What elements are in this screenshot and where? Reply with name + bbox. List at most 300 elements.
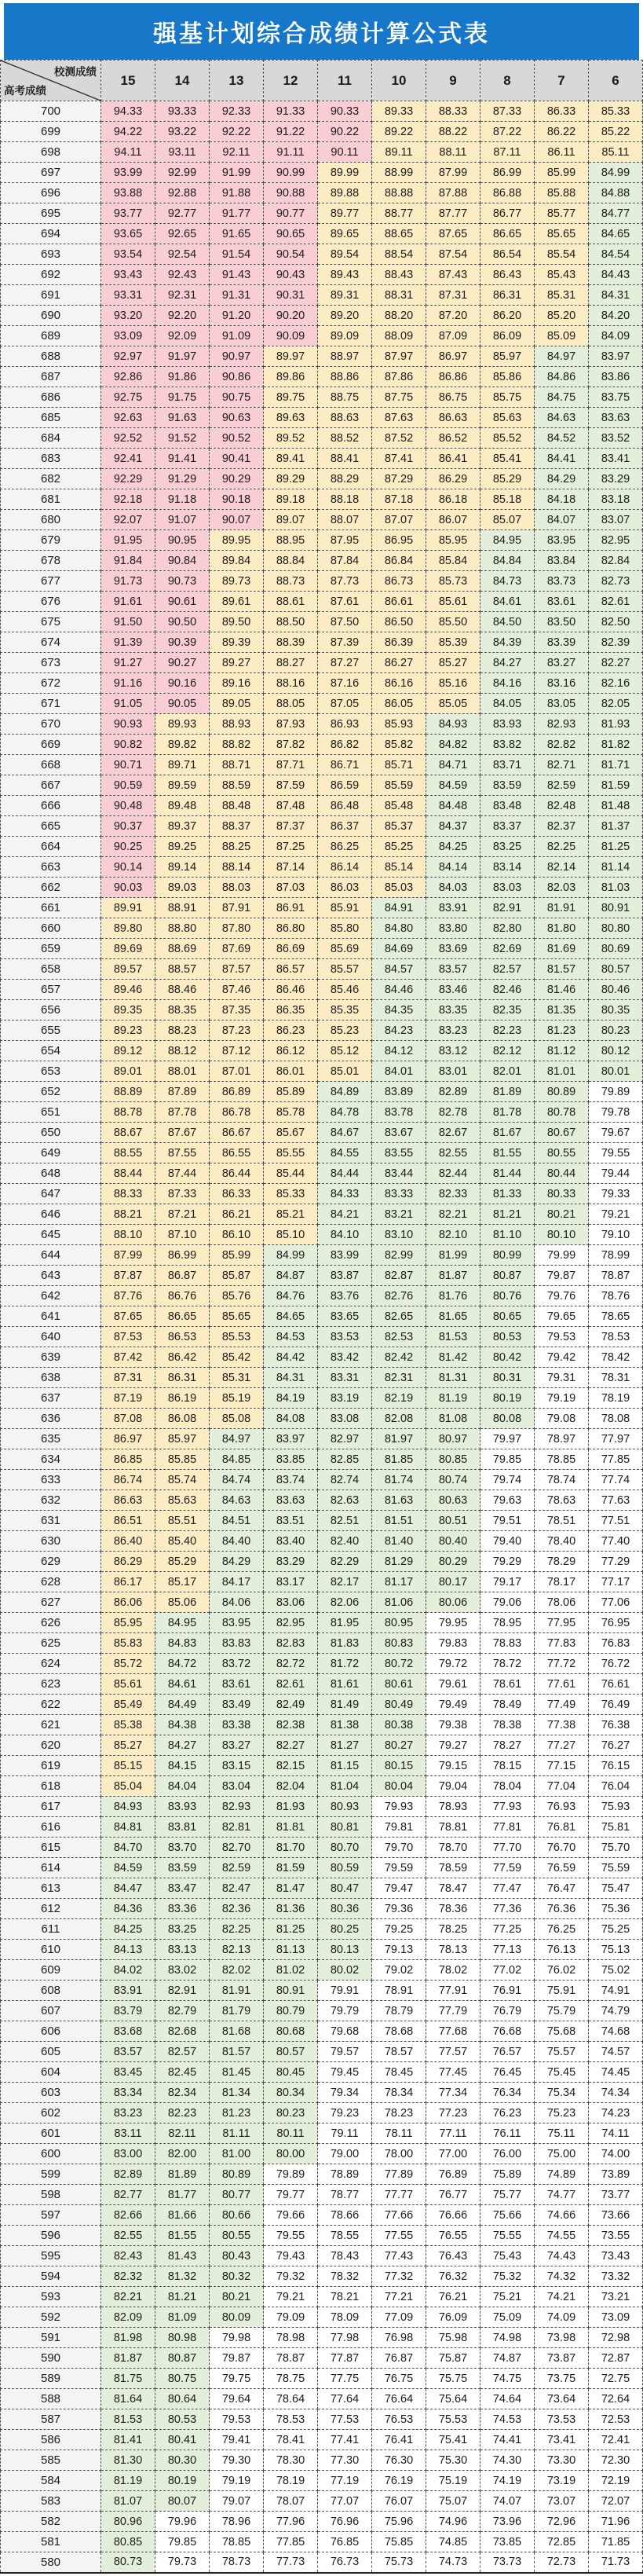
composite-score-cell: 88.78 — [101, 1102, 155, 1123]
composite-score-cell: 88.99 — [372, 163, 426, 183]
composite-score-cell: 89.86 — [264, 367, 318, 387]
composite-score-cell: 80.57 — [589, 959, 643, 980]
composite-score-cell: 75.21 — [480, 2287, 535, 2307]
composite-score-cell: 89.75 — [264, 387, 318, 408]
composite-score-cell: 77.85 — [264, 2532, 318, 2552]
composite-score-cell: 84.19 — [264, 1388, 318, 1409]
table-row — [1, 2103, 643, 2123]
composite-score-cell: 81.82 — [589, 735, 643, 755]
composite-score-cell: 77.89 — [372, 2164, 426, 2185]
composite-score-cell: 83.04 — [210, 1776, 264, 1797]
composite-score-cell: 75.32 — [480, 2266, 535, 2287]
composite-score-cell: 85.67 — [264, 1123, 318, 1143]
gaokao-score-cell: 680 — [1, 510, 101, 530]
composite-score-cell: 75.98 — [426, 2328, 480, 2348]
composite-score-cell: 88.59 — [210, 775, 264, 796]
composite-score-cell: 88.35 — [155, 1000, 210, 1021]
composite-score-cell: 80.42 — [480, 1347, 535, 1368]
composite-score-cell: 83.63 — [264, 1490, 318, 1511]
composite-score-cell: 80.29 — [426, 1552, 480, 1572]
composite-score-cell: 79.40 — [480, 1531, 535, 1552]
composite-score-cell: 82.87 — [372, 1266, 426, 1286]
composite-score-cell: 88.57 — [155, 959, 210, 980]
composite-score-cell: 83.61 — [210, 1674, 264, 1695]
gaokao-score-cell: 623 — [1, 1674, 101, 1695]
composite-score-cell: 80.57 — [264, 2042, 318, 2062]
table-row — [1, 1021, 643, 1041]
composite-score-cell: 88.97 — [318, 346, 372, 367]
table-body — [1, 101, 643, 2573]
composite-score-cell: 84.46 — [372, 980, 426, 1000]
composite-score-cell: 76.70 — [535, 1838, 589, 1858]
composite-score-cell: 76.72 — [589, 1654, 643, 1674]
composite-score-cell: 73.87 — [535, 2348, 589, 2369]
composite-score-cell: 84.07 — [535, 510, 589, 530]
table-row — [1, 1266, 643, 1286]
composite-score-cell: 77.72 — [535, 1654, 589, 1674]
composite-score-cell: 84.16 — [480, 673, 535, 694]
composite-score-cell: 92.52 — [101, 428, 155, 449]
composite-score-cell: 81.87 — [101, 2348, 155, 2369]
composite-score-cell: 88.25 — [210, 837, 264, 857]
composite-score-cell: 80.19 — [480, 1388, 535, 1409]
composite-score-cell: 86.76 — [155, 1286, 210, 1306]
column-header-6: 6 — [589, 60, 643, 101]
composite-score-cell: 83.13 — [155, 1940, 210, 1960]
composite-score-cell: 82.50 — [589, 612, 643, 632]
composite-score-cell: 83.23 — [426, 1021, 480, 1041]
gaokao-score-cell: 661 — [1, 898, 101, 918]
composite-score-cell: 90.54 — [264, 244, 318, 265]
table-row — [1, 1940, 643, 1960]
composite-score-cell: 76.66 — [426, 2205, 480, 2226]
corner-label-gaokao-score: 高考成绩 — [4, 85, 46, 97]
composite-score-cell: 83.50 — [535, 612, 589, 632]
composite-score-cell: 85.71 — [372, 755, 426, 775]
composite-score-cell: 73.32 — [589, 2266, 643, 2287]
composite-score-cell: 77.63 — [589, 1490, 643, 1511]
composite-score-cell: 74.89 — [535, 2164, 589, 2185]
composite-score-cell: 82.25 — [210, 1919, 264, 1940]
composite-score-cell: 76.41 — [372, 2430, 426, 2450]
composite-score-cell: 82.68 — [155, 2021, 210, 2042]
column-header-8: 8 — [480, 60, 535, 101]
composite-score-cell: 86.88 — [480, 183, 535, 203]
column-header-11: 11 — [318, 60, 372, 101]
composite-score-cell: 84.09 — [589, 326, 643, 346]
composite-score-cell: 88.41 — [318, 449, 372, 469]
gaokao-score-cell: 620 — [1, 1735, 101, 1756]
composite-score-cell: 78.57 — [372, 2042, 426, 2062]
composite-score-cell: 90.84 — [155, 551, 210, 571]
composite-score-cell: 78.06 — [535, 1592, 589, 1613]
composite-score-cell: 86.29 — [101, 1552, 155, 1572]
composite-score-cell: 86.27 — [372, 653, 426, 673]
composite-score-cell: 84.53 — [264, 1327, 318, 1347]
composite-score-cell: 90.99 — [264, 163, 318, 183]
composite-score-cell: 90.73 — [155, 571, 210, 592]
composite-score-cell: 91.75 — [155, 387, 210, 408]
composite-score-cell: 80.61 — [372, 1674, 426, 1695]
composite-score-cell: 83.67 — [372, 1123, 426, 1143]
composite-score-cell: 88.50 — [264, 612, 318, 632]
composite-score-cell: 92.18 — [101, 489, 155, 510]
table-row — [1, 653, 643, 673]
composite-score-cell: 87.73 — [318, 571, 372, 592]
table-row — [1, 1449, 643, 1470]
composite-score-cell: 82.91 — [480, 898, 535, 918]
composite-score-cell: 85.74 — [155, 1470, 210, 1490]
composite-score-cell: 91.05 — [101, 694, 155, 714]
composite-score-cell: 92.63 — [101, 408, 155, 428]
composite-score-cell: 87.07 — [372, 510, 426, 530]
composite-score-cell: 91.88 — [210, 183, 264, 203]
composite-score-cell: 77.55 — [372, 2226, 426, 2246]
composite-score-cell: 79.44 — [589, 1163, 643, 1184]
table-row — [1, 326, 643, 346]
composite-score-cell: 80.32 — [210, 2266, 264, 2287]
composite-score-cell: 77.74 — [589, 1470, 643, 1490]
table-row — [1, 510, 643, 530]
column-header-14: 14 — [155, 60, 210, 101]
composite-score-cell: 91.54 — [210, 244, 264, 265]
composite-score-cell: 91.22 — [264, 122, 318, 142]
composite-score-cell: 78.73 — [210, 2552, 264, 2573]
composite-score-cell: 77.75 — [318, 2369, 372, 2389]
composite-score-cell: 76.47 — [535, 1878, 589, 1899]
composite-score-cell: 80.49 — [372, 1695, 426, 1715]
composite-score-cell: 86.19 — [155, 1388, 210, 1409]
composite-score-cell: 82.11 — [155, 2123, 210, 2144]
composite-score-cell: 81.46 — [535, 980, 589, 1000]
composite-score-cell: 89.50 — [210, 612, 264, 632]
composite-score-cell: 76.07 — [372, 2491, 426, 2512]
gaokao-score-cell: 628 — [1, 1572, 101, 1592]
composite-score-cell: 84.44 — [318, 1163, 372, 1184]
composite-score-cell: 87.57 — [210, 959, 264, 980]
composite-score-cell: 87.76 — [101, 1286, 155, 1306]
composite-score-cell: 78.95 — [480, 1613, 535, 1633]
composite-score-cell: 80.69 — [589, 939, 643, 959]
composite-score-cell: 86.22 — [535, 122, 589, 142]
composite-score-cell: 73.53 — [535, 2409, 589, 2430]
composite-score-cell: 73.07 — [535, 2491, 589, 2512]
table-row — [1, 408, 643, 428]
gaokao-score-cell: 685 — [1, 408, 101, 428]
composite-score-cell: 91.61 — [101, 592, 155, 612]
table-row — [1, 1511, 643, 1531]
composite-score-cell: 79.53 — [210, 2409, 264, 2430]
composite-score-cell: 84.54 — [589, 244, 643, 265]
composite-score-cell: 84.73 — [480, 571, 535, 592]
composite-score-cell: 83.38 — [210, 1715, 264, 1735]
composite-score-cell: 89.61 — [210, 592, 264, 612]
composite-score-cell: 90.61 — [155, 592, 210, 612]
composite-score-cell: 83.87 — [318, 1266, 372, 1286]
composite-score-cell: 76.91 — [480, 1981, 535, 2001]
composite-score-cell: 90.75 — [210, 387, 264, 408]
composite-score-cell: 83.95 — [535, 530, 589, 551]
composite-score-cell: 82.79 — [155, 2001, 210, 2021]
gaokao-score-cell: 583 — [1, 2491, 101, 2512]
composite-score-cell: 72.19 — [589, 2471, 643, 2491]
composite-score-cell: 89.57 — [101, 959, 155, 980]
composite-score-cell: 76.75 — [372, 2369, 426, 2389]
composite-score-cell: 78.02 — [426, 1960, 480, 1981]
composite-score-cell: 86.08 — [155, 1409, 210, 1429]
composite-score-cell: 85.17 — [155, 1572, 210, 1592]
composite-score-cell: 81.69 — [535, 939, 589, 959]
table-row — [1, 306, 643, 326]
composite-score-cell: 84.63 — [210, 1490, 264, 1511]
composite-score-cell: 79.00 — [318, 2144, 372, 2164]
composite-score-cell: 76.23 — [480, 2103, 535, 2123]
composite-score-cell: 79.72 — [426, 1654, 480, 1674]
composite-score-cell: 81.07 — [101, 2491, 155, 2512]
composite-score-cell: 82.95 — [589, 530, 643, 551]
composite-score-cell: 92.86 — [101, 367, 155, 387]
composite-score-cell: 80.67 — [535, 1123, 589, 1143]
table-row — [1, 980, 643, 1000]
composite-score-cell: 85.86 — [480, 367, 535, 387]
composite-score-cell: 79.70 — [372, 1838, 426, 1858]
composite-score-cell: 80.34 — [264, 2083, 318, 2103]
composite-score-cell: 89.09 — [318, 326, 372, 346]
composite-score-cell: 89.82 — [155, 735, 210, 755]
composite-score-cell: 86.52 — [426, 428, 480, 449]
composite-score-cell: 83.06 — [264, 1592, 318, 1613]
composite-score-cell: 94.33 — [101, 101, 155, 122]
composite-score-cell: 83.16 — [535, 673, 589, 694]
composite-score-cell: 79.21 — [264, 2287, 318, 2307]
composite-score-cell: 81.59 — [589, 775, 643, 796]
composite-score-cell: 77.85 — [589, 1449, 643, 1470]
composite-score-cell: 92.54 — [155, 244, 210, 265]
composite-score-cell: 79.19 — [535, 1388, 589, 1409]
composite-score-cell: 83.03 — [480, 878, 535, 898]
composite-score-cell: 76.53 — [372, 2409, 426, 2430]
composite-score-cell: 88.14 — [210, 857, 264, 878]
composite-score-cell: 76.96 — [318, 2512, 372, 2532]
composite-score-cell: 83.31 — [318, 1368, 372, 1388]
table-row — [1, 1960, 643, 1981]
composite-score-cell: 90.82 — [101, 735, 155, 755]
composite-score-cell: 80.98 — [155, 2328, 210, 2348]
composite-score-cell: 76.11 — [480, 2123, 535, 2144]
composite-score-cell: 91.39 — [101, 632, 155, 653]
table-row — [1, 735, 643, 755]
composite-score-cell: 80.27 — [372, 1735, 426, 1756]
gaokao-score-cell: 630 — [1, 1531, 101, 1552]
composite-score-cell: 84.29 — [210, 1552, 264, 1572]
composite-score-cell: 74.77 — [535, 2185, 589, 2205]
composite-score-cell: 79.78 — [589, 1102, 643, 1123]
gaokao-score-cell: 696 — [1, 183, 101, 203]
composite-score-cell: 87.87 — [101, 1266, 155, 1286]
composite-score-cell: 80.66 — [210, 2205, 264, 2226]
corner-label-test-score: 校测成绩 — [54, 66, 97, 78]
composite-score-cell: 81.44 — [480, 1163, 535, 1184]
composite-score-cell: 78.11 — [372, 2123, 426, 2144]
composite-score-cell: 80.36 — [318, 1899, 372, 1919]
composite-score-cell: 82.74 — [318, 1470, 372, 1490]
composite-score-cell: 88.65 — [372, 224, 426, 244]
composite-score-cell: 80.85 — [101, 2532, 155, 2552]
composite-score-cell: 74.41 — [480, 2430, 535, 2450]
composite-score-cell: 83.51 — [264, 1511, 318, 1531]
table-row — [1, 183, 643, 203]
composite-score-cell: 81.83 — [318, 1633, 372, 1654]
gaokao-score-cell: 619 — [1, 1756, 101, 1776]
composite-score-cell: 84.49 — [155, 1695, 210, 1715]
composite-score-cell: 83.52 — [589, 428, 643, 449]
composite-score-cell: 85.20 — [535, 306, 589, 326]
gaokao-score-cell: 678 — [1, 551, 101, 571]
composite-score-cell: 87.95 — [318, 530, 372, 551]
composite-score-cell: 87.05 — [318, 694, 372, 714]
composite-score-cell: 81.89 — [480, 1082, 535, 1102]
composite-score-cell: 89.54 — [318, 244, 372, 265]
composite-score-cell: 80.45 — [264, 2062, 318, 2083]
composite-score-cell: 89.73 — [210, 571, 264, 592]
composite-score-cell: 83.02 — [155, 1960, 210, 1981]
composite-score-cell: 81.25 — [589, 837, 643, 857]
composite-score-cell: 90.48 — [101, 796, 155, 816]
composite-score-cell: 85.53 — [210, 1327, 264, 1347]
gaokao-score-cell: 590 — [1, 2348, 101, 2369]
table-row — [1, 1756, 643, 1776]
composite-score-cell: 79.42 — [535, 1347, 589, 1368]
composite-score-cell: 88.31 — [372, 285, 426, 306]
table-row — [1, 878, 643, 898]
composite-score-cell: 79.30 — [210, 2450, 264, 2471]
composite-score-cell: 75.93 — [589, 1797, 643, 1817]
composite-score-cell: 79.45 — [318, 2062, 372, 2083]
gaokao-score-cell: 644 — [1, 1245, 101, 1266]
composite-score-cell: 80.25 — [318, 1919, 372, 1940]
composite-score-cell: 76.09 — [426, 2307, 480, 2328]
composite-score-cell: 84.39 — [480, 632, 535, 653]
composite-score-cell: 73.21 — [589, 2287, 643, 2307]
composite-score-cell: 81.43 — [155, 2246, 210, 2266]
composite-score-cell: 89.22 — [372, 122, 426, 142]
composite-score-cell: 78.40 — [535, 1531, 589, 1552]
composite-score-cell: 78.97 — [535, 1429, 589, 1449]
composite-score-cell: 74.32 — [535, 2266, 589, 2287]
composite-score-cell: 80.21 — [210, 2287, 264, 2307]
composite-score-cell: 77.11 — [426, 2123, 480, 2144]
composite-score-cell: 78.07 — [264, 2491, 318, 2512]
composite-score-cell: 78.81 — [426, 1817, 480, 1838]
composite-score-cell: 81.19 — [101, 2471, 155, 2491]
composite-score-cell: 86.10 — [210, 1225, 264, 1245]
composite-score-cell: 85.38 — [101, 1715, 155, 1735]
composite-score-cell: 82.65 — [372, 1306, 426, 1327]
composite-score-cell: 91.43 — [210, 265, 264, 285]
composite-score-cell: 84.99 — [589, 163, 643, 183]
composite-score-cell: 83.65 — [318, 1306, 372, 1327]
composite-score-cell: 86.54 — [480, 244, 535, 265]
composite-score-cell: 81.53 — [426, 1327, 480, 1347]
gaokao-score-cell: 664 — [1, 837, 101, 857]
gaokao-score-cell: 634 — [1, 1449, 101, 1470]
gaokao-score-cell: 659 — [1, 939, 101, 959]
composite-score-cell: 75.89 — [480, 2164, 535, 2185]
table-row — [1, 551, 643, 571]
gaokao-score-cell: 605 — [1, 2042, 101, 2062]
composite-score-cell: 78.96 — [210, 2512, 264, 2532]
table-row — [1, 2164, 643, 2185]
composite-score-cell: 75.47 — [589, 1878, 643, 1899]
table-row — [1, 2450, 643, 2471]
composite-score-cell: 83.71 — [480, 755, 535, 775]
composite-score-cell: 79.11 — [318, 2123, 372, 2144]
composite-score-cell: 76.68 — [480, 2021, 535, 2042]
composite-score-cell: 75.55 — [480, 2226, 535, 2246]
composite-score-cell: 80.35 — [589, 1000, 643, 1021]
composite-score-cell: 88.12 — [155, 1041, 210, 1061]
composite-score-cell: 81.65 — [426, 1306, 480, 1327]
composite-score-cell: 84.85 — [210, 1449, 264, 1470]
composite-score-cell: 88.20 — [372, 306, 426, 326]
composite-score-cell: 83.15 — [210, 1756, 264, 1776]
composite-score-cell: 84.71 — [426, 755, 480, 775]
composite-score-cell: 91.99 — [210, 163, 264, 183]
composite-score-cell: 82.27 — [589, 653, 643, 673]
composite-score-cell: 78.08 — [589, 1409, 643, 1429]
composite-score-cell: 84.52 — [535, 428, 589, 449]
composite-score-cell: 85.41 — [480, 449, 535, 469]
composite-score-cell: 92.31 — [155, 285, 210, 306]
composite-score-cell: 88.71 — [210, 755, 264, 775]
composite-score-cell: 91.86 — [155, 367, 210, 387]
table-row — [1, 694, 643, 714]
composite-score-cell: 82.39 — [589, 632, 643, 653]
table-row — [1, 1470, 643, 1490]
composite-score-cell: 85.87 — [210, 1266, 264, 1286]
composite-score-cell: 76.57 — [480, 2042, 535, 2062]
composite-score-cell: 77.34 — [426, 2083, 480, 2103]
gaokao-score-cell: 670 — [1, 714, 101, 735]
table-row — [1, 1123, 643, 1143]
composite-score-cell: 83.08 — [318, 1409, 372, 1429]
composite-score-cell: 75.45 — [535, 2062, 589, 2083]
composite-score-cell: 91.16 — [101, 673, 155, 694]
composite-score-cell: 80.04 — [372, 1776, 426, 1797]
composite-score-cell: 80.51 — [426, 1511, 480, 1531]
composite-score-cell: 86.39 — [372, 632, 426, 653]
composite-score-cell: 83.91 — [101, 1981, 155, 2001]
composite-score-cell: 84.97 — [535, 346, 589, 367]
composite-score-cell: 84.21 — [318, 1204, 372, 1225]
composite-score-cell: 80.89 — [535, 1082, 589, 1102]
composite-score-cell: 87.75 — [372, 387, 426, 408]
composite-score-cell: 81.48 — [589, 796, 643, 816]
composite-score-cell: 86.21 — [210, 1204, 264, 1225]
composite-score-cell: 84.17 — [210, 1572, 264, 1592]
composite-score-cell: 73.75 — [535, 2369, 589, 2389]
composite-score-cell: 82.06 — [318, 1592, 372, 1613]
composite-score-cell: 82.46 — [480, 980, 535, 1000]
composite-score-cell: 94.11 — [101, 142, 155, 163]
composite-score-cell: 85.27 — [101, 1735, 155, 1756]
composite-score-cell: 88.61 — [264, 592, 318, 612]
composite-score-cell: 81.19 — [426, 1388, 480, 1409]
composite-score-cell: 93.54 — [101, 244, 155, 265]
composite-score-cell: 81.34 — [210, 2083, 264, 2103]
table-row — [1, 2001, 643, 2021]
composite-score-cell: 77.40 — [589, 1531, 643, 1552]
